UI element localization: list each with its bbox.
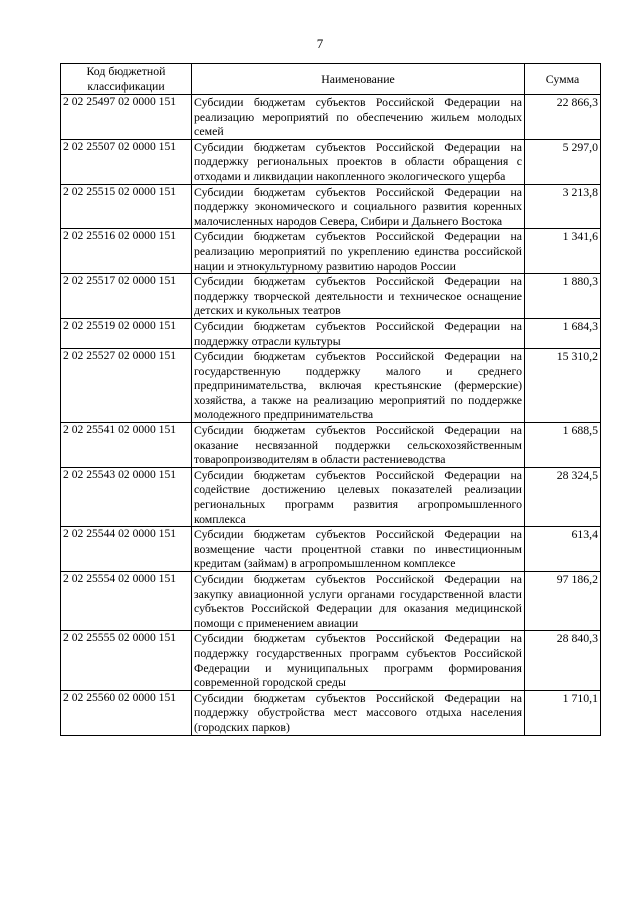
header-code: Код бюджетной классификации	[61, 64, 192, 95]
cell-name: Субсидии бюджетам субъектов Российской Федерации на закупку авиационной услуги органами государственной власти субъектов Российской Федерации для оказания медицинской помощи с применением авиации	[192, 572, 525, 631]
cell-name: Субсидии бюджетам субъектов Российской Федерации на поддержку экономического и социального развития коренных малочисленных народов Севера, Сибири и Дальнего Востока	[192, 184, 525, 229]
cell-code: 2 02 25544 02 0000 151	[61, 527, 192, 572]
table-row	[61, 318, 601, 348]
cell-name: Субсидии бюджетам субъектов Российской Федерации на поддержку государственных программ субъектов Российской Федерации и муниципальных программ формирования современной городской среды	[192, 631, 525, 690]
table-row	[61, 690, 601, 735]
page-number: 7	[316, 36, 324, 51]
cell-code: 2 02 25516 02 0000 151	[61, 229, 192, 274]
table-row	[61, 274, 601, 319]
cell-name: Субсидии бюджетам субъектов Российской Федерации на содействие достижению целевых показателей реализации региональных программ развития агропромышленного комплекса	[192, 467, 525, 526]
cell-sum: 28 324,5	[525, 467, 601, 526]
cell-name: Субсидии бюджетам субъектов Российской Федерации на поддержку обустройства мест массового отдыха населения (городских парков)	[192, 690, 525, 735]
cell-name: Субсидии бюджетам субъектов Российской Федерации на государственную поддержку малого и среднего предпринимательства, включая крестьянские (фермерские) хозяйства, а также на реализацию мероприятий по поддержке молодежного предпринимательства	[192, 349, 525, 423]
cell-code: 2 02 25555 02 0000 151	[61, 631, 192, 690]
cell-name: Субсидии бюджетам субъектов Российской Федерации на реализацию мероприятий по укреплению единства российской нации и этнокультурному развитию народов России	[192, 229, 525, 274]
cell-code: 2 02 25543 02 0000 151	[61, 467, 192, 526]
cell-name: Субсидии бюджетам субъектов Российской Федерации на возмещение части процентной ставки по инвестиционным кредитам (займам) в агропромышленном комплексе	[192, 527, 525, 572]
cell-sum: 613,4	[525, 527, 601, 572]
cell-code: 2 02 25517 02 0000 151	[61, 274, 192, 319]
table-row	[61, 349, 601, 423]
cell-sum: 3 213,8	[525, 184, 601, 229]
table-row	[61, 139, 601, 184]
cell-name: Субсидии бюджетам субъектов Российской Федерации на поддержку региональных проектов в области обращения с отходами и ликвидации накопленного экологического ущерба	[192, 139, 525, 184]
cell-code: 2 02 25507 02 0000 151	[61, 139, 192, 184]
table-row	[61, 184, 601, 229]
cell-sum: 28 840,3	[525, 631, 601, 690]
cell-code: 2 02 25519 02 0000 151	[61, 318, 192, 348]
table-row	[61, 423, 601, 468]
cell-sum: 1 341,6	[525, 229, 601, 274]
table-row	[61, 572, 601, 631]
cell-code: 2 02 25497 02 0000 151	[61, 95, 192, 140]
cell-name: Субсидии бюджетам субъектов Российской Федерации на оказание несвязанной поддержки сельскохозяйственным товаропроизводителям в области растениеводства	[192, 423, 525, 468]
header-sum: Сумма	[525, 64, 601, 95]
cell-sum: 1 880,3	[525, 274, 601, 319]
header-name: Наименование	[192, 64, 525, 95]
cell-code: 2 02 25541 02 0000 151	[61, 423, 192, 468]
table-row	[61, 631, 601, 690]
table-row	[61, 95, 601, 140]
table-row	[61, 467, 601, 526]
cell-sum: 1 684,3	[525, 318, 601, 348]
table-header-row	[61, 64, 601, 95]
table-body	[61, 95, 601, 736]
cell-code: 2 02 25515 02 0000 151	[61, 184, 192, 229]
cell-code: 2 02 25560 02 0000 151	[61, 690, 192, 735]
cell-name: Субсидии бюджетам субъектов Российской Федерации на поддержку отрасли культуры	[192, 318, 525, 348]
cell-sum: 1 688,5	[525, 423, 601, 468]
cell-code: 2 02 25554 02 0000 151	[61, 572, 192, 631]
cell-sum: 5 297,0	[525, 139, 601, 184]
table-row	[61, 527, 601, 572]
cell-name: Субсидии бюджетам субъектов Российской Федерации на поддержку творческой деятельности и техническое оснащение детских и кукольных театров	[192, 274, 525, 319]
budget-table	[60, 63, 601, 736]
cell-sum: 22 866,3	[525, 95, 601, 140]
table-row	[61, 229, 601, 274]
cell-sum: 15 310,2	[525, 349, 601, 423]
cell-sum: 1 710,1	[525, 690, 601, 735]
cell-name: Субсидии бюджетам субъектов Российской Федерации на реализацию мероприятий по обеспечению жильем молодых семей	[192, 95, 525, 140]
cell-code: 2 02 25527 02 0000 151	[61, 349, 192, 423]
cell-sum: 97 186,2	[525, 572, 601, 631]
